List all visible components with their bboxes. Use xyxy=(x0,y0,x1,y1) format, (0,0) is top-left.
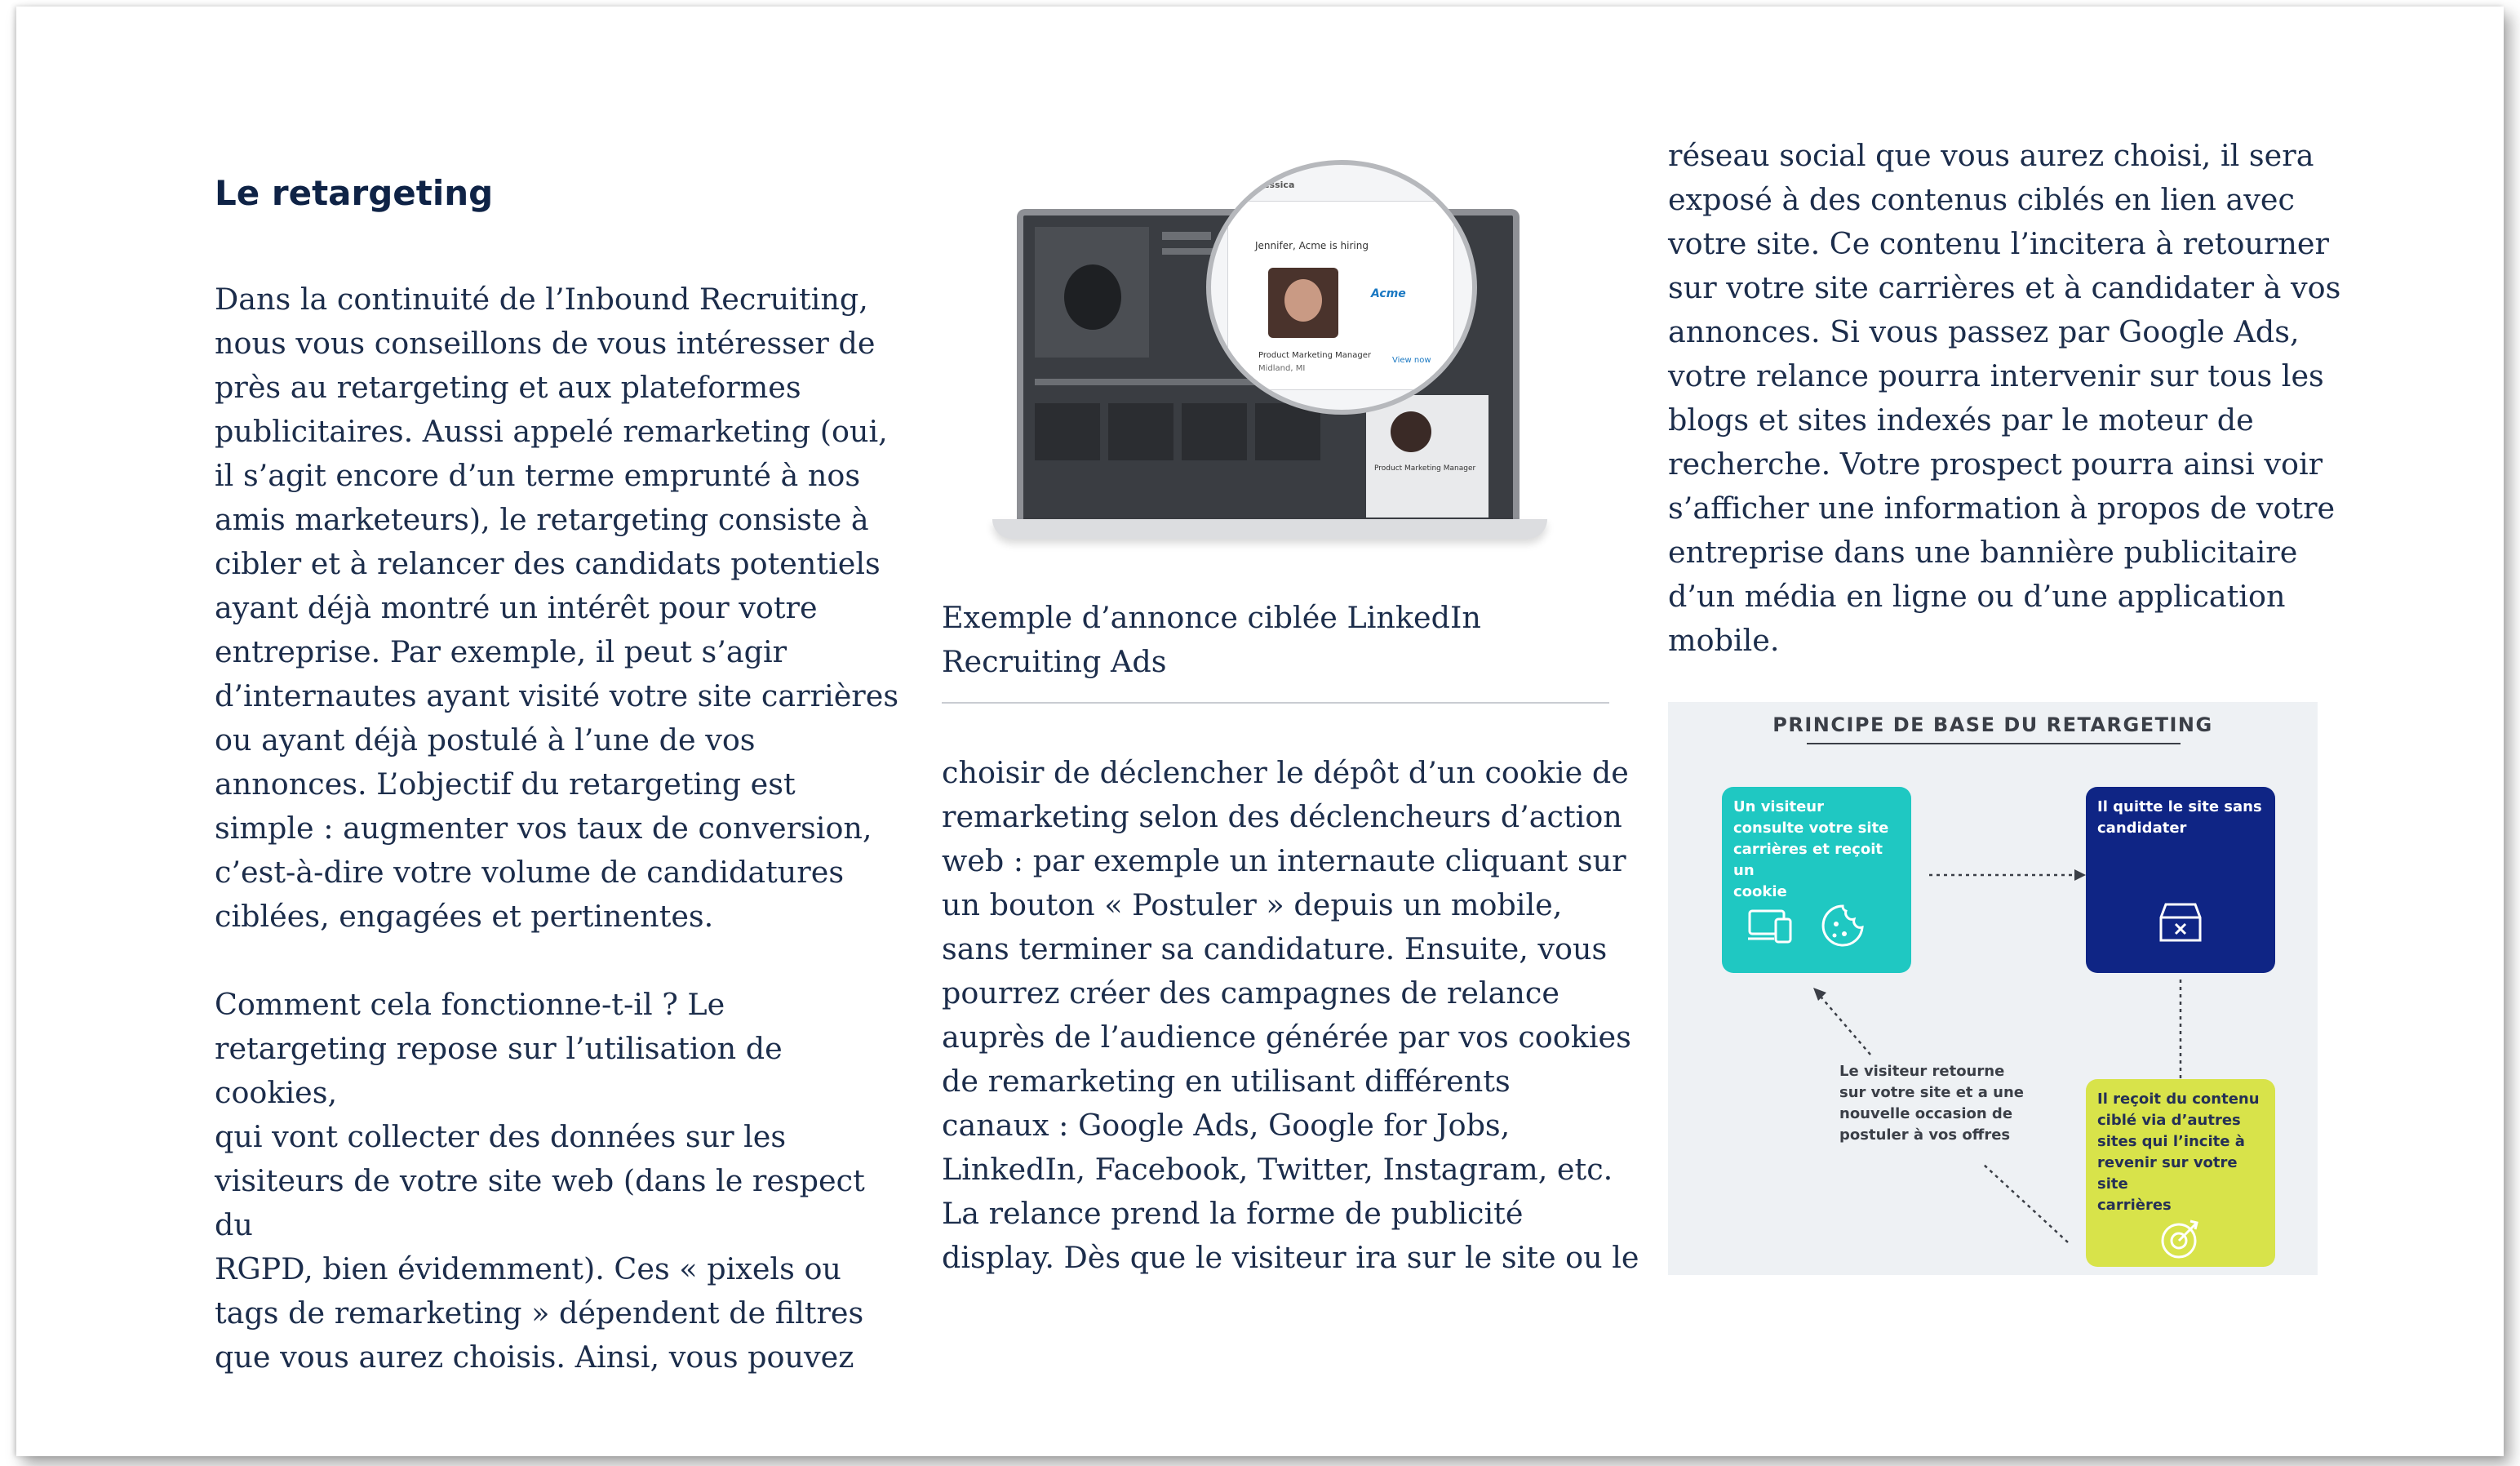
laptop-base xyxy=(992,519,1547,539)
linkedin-ad-illustration xyxy=(992,160,1554,544)
hiring-text: Jennifer, Acme is hiring xyxy=(1255,240,1369,251)
illustration-caption: Exemple d’annonce ciblée LinkedIn Recruiting Ads xyxy=(942,600,1481,679)
cookie-icon xyxy=(1820,903,1866,948)
ad-job-title: Product Marketing Manager xyxy=(1258,351,1371,360)
step-receives-targeted-content: Il reçoit du contenu ciblé via d’autres sites qui l’incite à revenir sur votre site carrières xyxy=(2086,1079,2275,1267)
candidate-photo xyxy=(1268,268,1338,338)
step-leaves-site: Il quitte le site sans candidater xyxy=(2086,787,2275,973)
middle-column-text: choisir de déclencher le dépôt d’un cookie de remarketing selon des déclencheurs d’action web : par exemple un internaute cliquant sur un bouton « Postuler » depuis un mobile, sans terminer sa candidature. Ensuite, vous pourrez créer des campagnes de relance auprès de l’audience générée par vos cookies de remarketing en utilisant différents canaux : Google Ads, Google for Jobs, LinkedIn, Facebook, Twitter, Instagram, etc. La relance prend la forme de publicité display. Dès que le visiteur ira sur le site ou le xyxy=(942,755,1639,1275)
section-heading: Le retargeting xyxy=(215,173,494,213)
target-icon xyxy=(2156,1216,2205,1262)
magnified-ad xyxy=(1206,160,1477,415)
return-note: Le visiteur retourne sur votre site et a une nouvelle occasion de postuler à vos offres xyxy=(1839,1063,2025,1144)
paragraph-how-it-works: Comment cela fonctionne-t-il ? Le retargeting repose sur l’utilisation de cookies, qui vont collecter des données sur les visiteurs de votre site web (dans le respect du RGPD, bien évidemment). Ces « pixels ou tags de remarketing » dépendent de filtres que vous aurez choisis. Ainsi, vous pouvez xyxy=(215,987,865,1375)
retargeting-diagram xyxy=(1668,702,2318,1275)
paragraph-intro: Dans la continuité de l’Inbound Recruiting, nous vous conseillons de vous intéresser de près au retargeting et aux plateformes publicitaires. Aussi appelé remarketing (oui, il s’agit encore d’un terme emprunté à nos amis marketeurs), le retargeting consiste à cibler et à relancer des candidats potentiels ayant déjà montré un intérêt pour votre entreprise. Par exemple, il peut s’agir d’internautes ayant visité votre site carrières ou ayant déjà postulé à l’une de vos annonces. L’objectif du retargeting est simple : augmenter vos taux de conversion, c’est-à-dire votre volume de candidatures ciblées, engagées et pertinentes. xyxy=(215,282,899,934)
closed-box-icon xyxy=(2156,900,2205,945)
ad-location: Midland, MI xyxy=(1258,364,1306,373)
devices-icon xyxy=(1746,906,1795,947)
acme-logo: Acme xyxy=(1371,287,1406,300)
right-column-text: réseau social que vous aurez choisi, il sera exposé à des contenus ciblés en lien avec votre site. Ce contenu l’incitera à retourner sur votre site carrières et à candidater à vos annonces. Si vous passez par Google Ads, votre relance pourra intervenir sur tous les blogs et sites indexés par le moteur de recherche. Votre prospect pourra ainsi voir s’afficher une information à propos de votre entreprise dans une bannière publicitaire d’un média en ligne ou d’une application mobile. xyxy=(1668,138,2341,658)
diagram-title: PRINCIPE DE BASE DU RETARGETING xyxy=(1772,713,2213,736)
caption-divider xyxy=(942,702,1609,704)
mini-job-title: Product Marketing Manager xyxy=(1374,464,1476,473)
left-column xyxy=(215,171,900,1379)
step-visitor-gets-cookie: Un visiteur consulte votre site carrières et reçoit un cookie xyxy=(1722,787,1911,973)
profile-name: Jessica xyxy=(1260,180,1295,190)
view-now-link: View now xyxy=(1392,356,1431,365)
